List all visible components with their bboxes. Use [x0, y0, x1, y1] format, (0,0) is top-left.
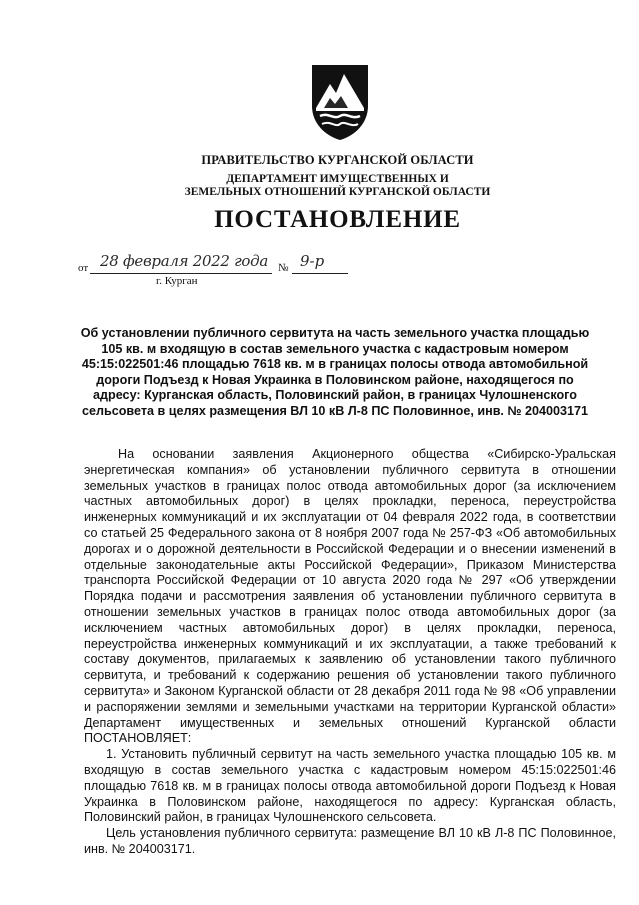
body-paragraph-purpose: Цель установления публичного сервитута: размещение ВЛ 10 кВ Л-8 ПС Половинное, инв. № 204003171. — [84, 826, 616, 856]
date-underline — [90, 273, 272, 274]
document-subject-title: Об установлении публичного сервитута на часть земельного участка площадью 105 кв. м входящую в состав земельного участка с кадастровым номером 45:15:022501:46 площадью 7618 кв. м в границах полосы отвода автомобильной дороги Подъезд к Новая Украинка в Половинском районе, находящегося по адресу: Курганская область, Половинский район, в границах Чулошненского сельсовета в целях размещения ВЛ 10 кВ Л-8 ПС Половинное, инв. № 204003171 — [80, 326, 590, 418]
handwritten-date: 28 февраля 2022 года — [100, 252, 269, 270]
date-prefix: от — [78, 262, 89, 274]
department-name-line2: ЗЕМЕЛЬНЫХ ОТНОШЕНИЙ КУРГАНСКОЙ ОБЛАСТИ — [184, 186, 491, 198]
body-paragraph-clause-1: 1. Установить публичный сервитут на часть земельного участка площадью 105 кв. м входящую в состав земельного участка с кадастровым номером 45:15:022501:46 площадью 7618 кв. м в границах полосы отвода автомобильной дороги Подъезд к Новая Украинка в Половинском районе, находящегося по адресу: Курганская область, Половинский район, в границах Чулошненского сельсовета. — [84, 747, 616, 825]
department-name-line1: ДЕПАРТАМЕНТ ИМУЩЕСТВЕННЫХ И — [226, 173, 449, 185]
document-body — [84, 447, 616, 858]
document-type-title: ПОСТАНОВЛЕНИЕ — [214, 206, 461, 233]
number-sign: № — [278, 262, 289, 274]
number-underline — [292, 273, 348, 274]
date-number-line — [78, 252, 378, 276]
government-name: ПРАВИТЕЛЬСТВО КУРГАНСКОЙ ОБЛАСТИ — [201, 153, 474, 167]
city-name: г. Курган — [156, 275, 198, 287]
kurgan-coat-of-arms-icon — [308, 62, 372, 142]
body-paragraph-basis: На основании заявления Акционерного общества «Сибирско-Уральская энергетическая компания» об установлении публичного сервитута в отношении земельных участков в границах полос отвода автомобильных дорог (за исключением частных автомобильных дорог) в целях прокладки, переноса, переустройства инженерных коммуникаций и их эксплуатации от 04 февраля 2022 года, в соответствии со статьей 25 Федерального закона от 8 ноября 2007 года № 257-ФЗ «Об автомобильных дорогах и о дорожной деятельности в Российской Федерации и о внесении изменений в отдельные законодательные акты Российской Федерации», Приказом Министерства транспорта Российской Федерации от 10 августа 2020 года № 297 «Об утверждении Порядка подачи и рассмотрения заявления об установлении публичного сервитута в отношении земельных участков в границах полос отвода автомобильных дорог (за исключением частных автомобильных дорог) в целях прокладки, переноса, переустройства инженерных коммуникаций и их эксплуатации, а также требований к составу документов, прилагаемых к заявлению об установлении такого публичного сервитута, и требований к содержанию решения об установлении такого публичного сервитута» и Законом Курганской области от 28 декабря 2011 года № 98 «Об управлении и распоряжении землями и земельными участками на территории Курганской области» Департамент имущественных и земельных отношений Курганской области ПОСТАНОВЛЯЕТ: — [84, 447, 616, 746]
handwritten-number: 9-р — [300, 252, 325, 270]
